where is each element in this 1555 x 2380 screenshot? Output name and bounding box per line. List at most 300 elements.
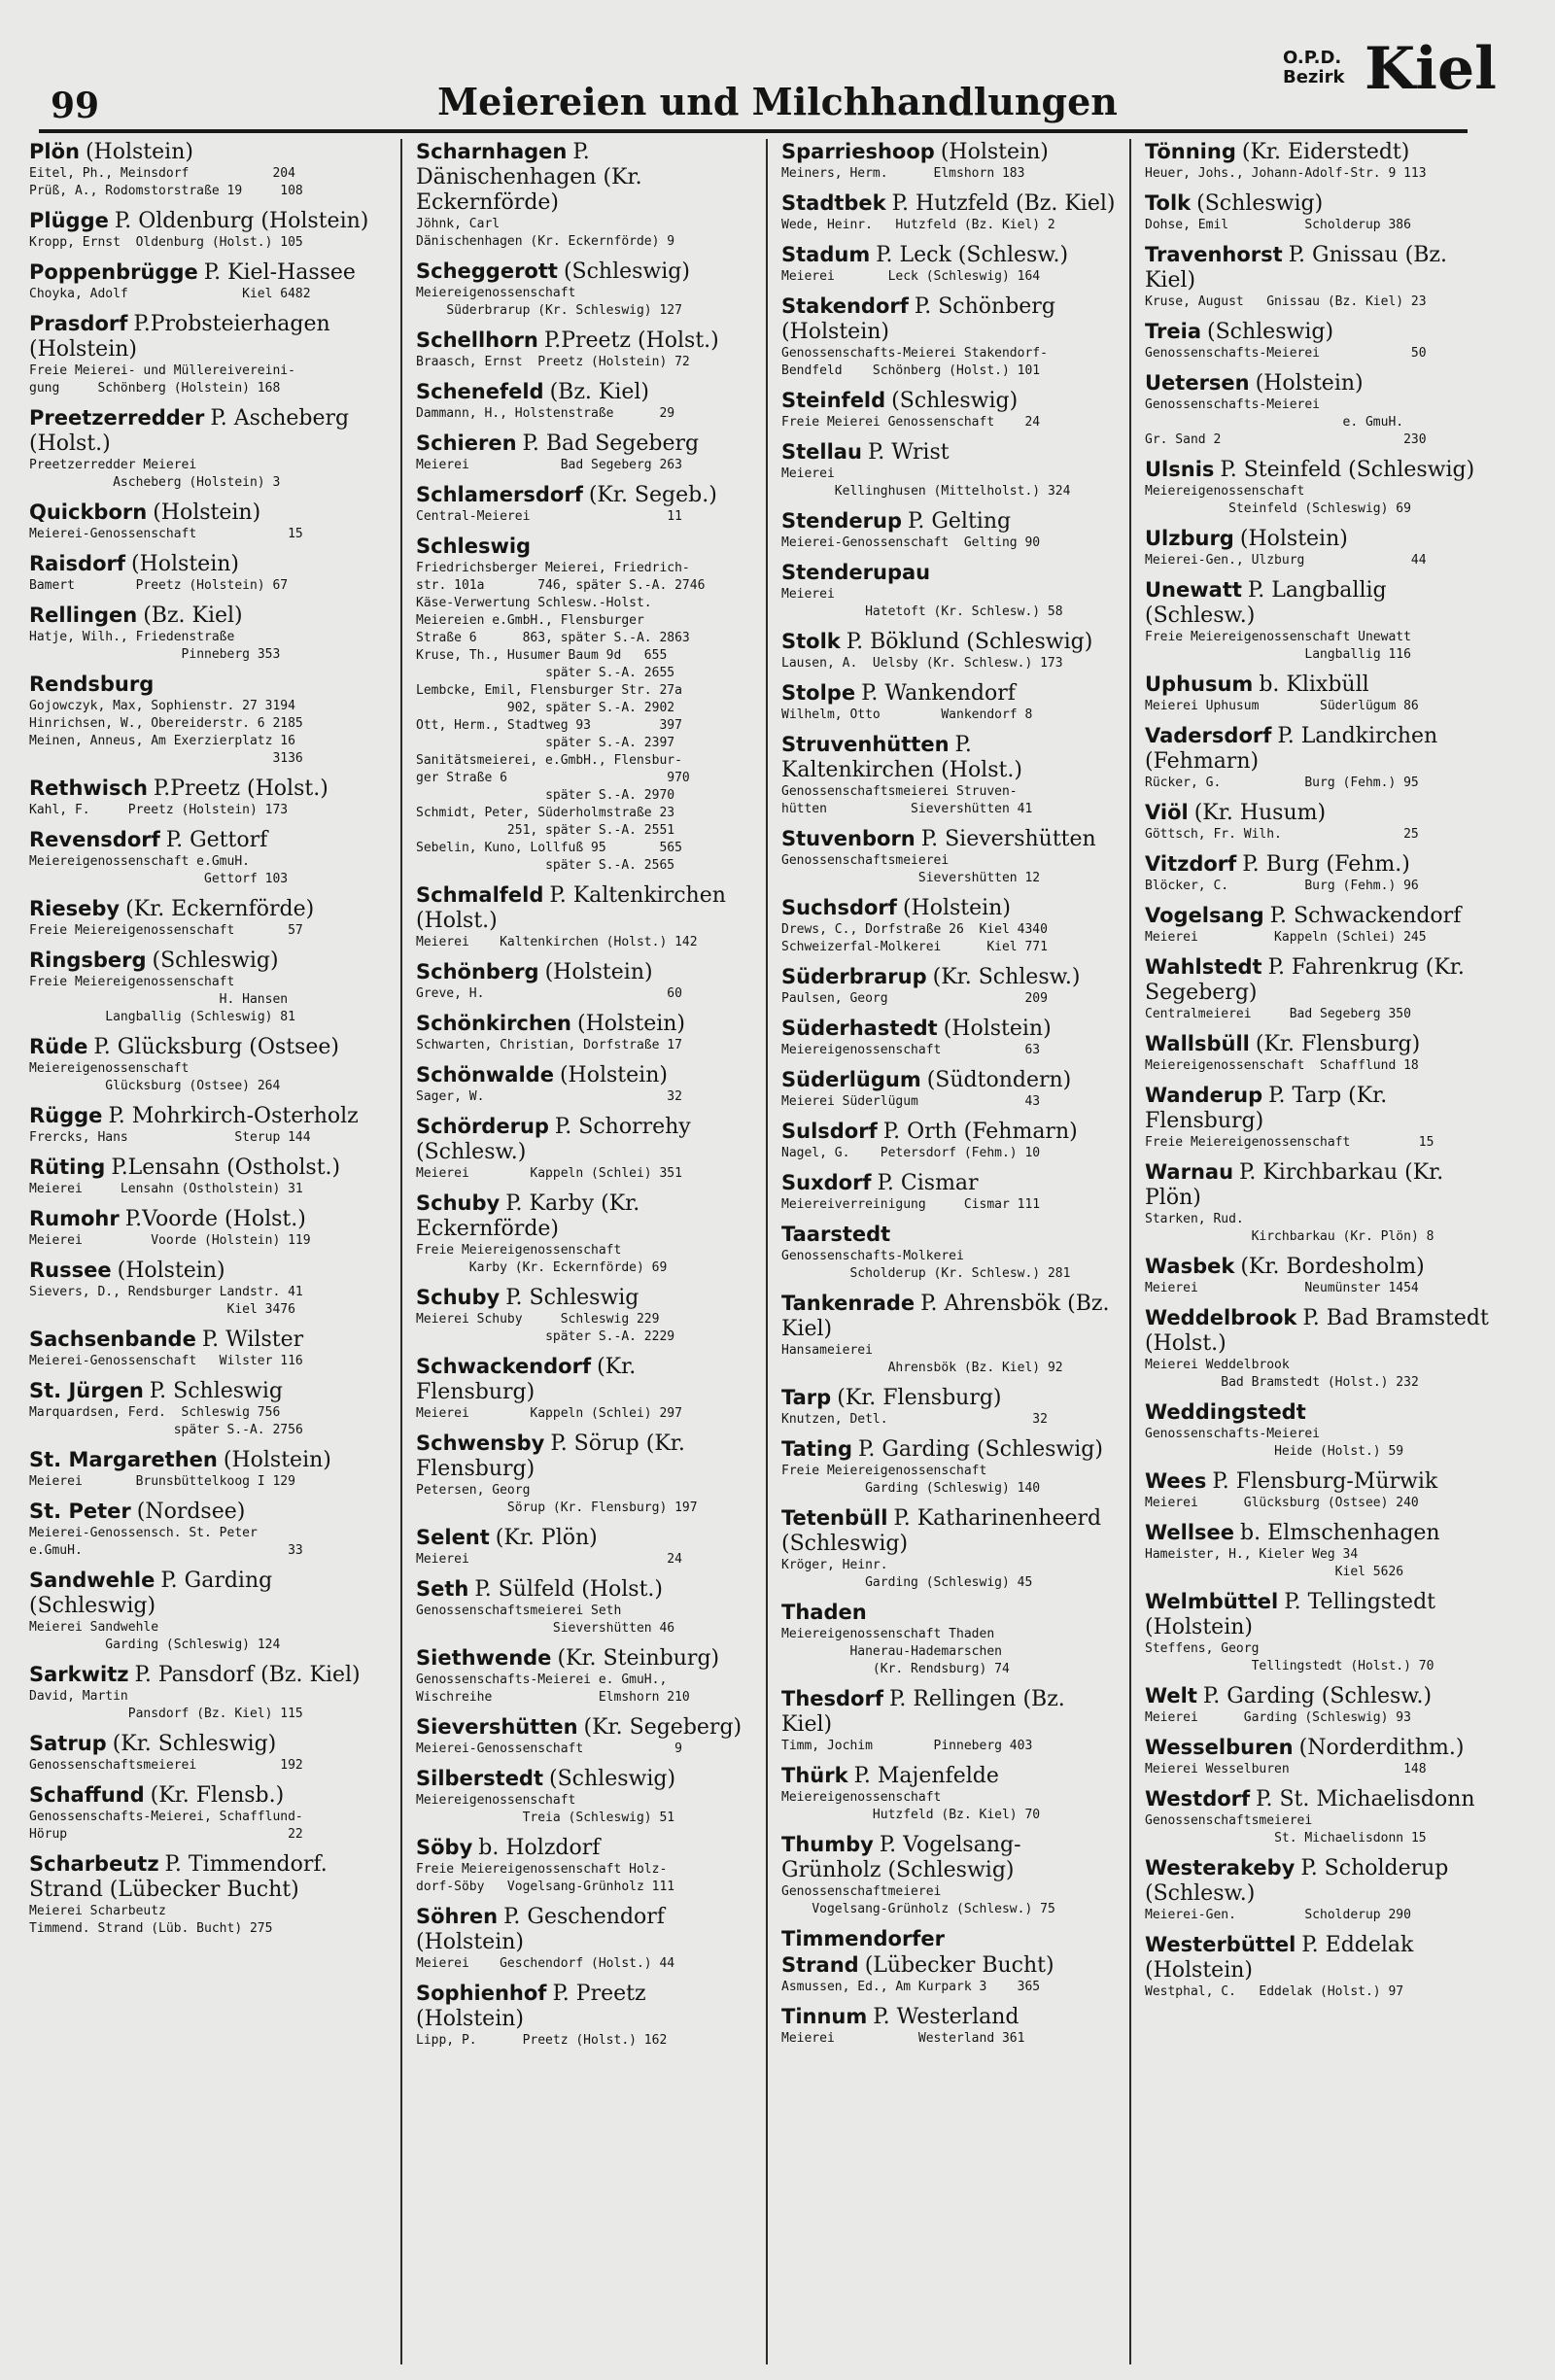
listing-line: Tellingstedt (Holst.) 70 (1145, 1659, 1434, 1673)
entry-heading (29, 1499, 377, 1525)
listing-line: Freie Meiereigenossenschaft Holz- (416, 1862, 668, 1877)
directory-entry (416, 1835, 750, 1896)
listing-line: Lausen, A. Uelsby (Kr. Schlesw.) 173 (781, 656, 1063, 671)
listing-line: Dohse, Emil Scholderup 386 (1145, 218, 1411, 232)
place-name: Quickborn (29, 500, 148, 524)
listing-line: Genossenschaftsmeierei Seth (416, 1604, 622, 1618)
listing-line: Süderbrarup (Kr. Schleswig) 127 (416, 303, 682, 318)
place-location: P. Dänischenhagen (Kr. Eckernförde) (416, 140, 642, 215)
entry-heading (781, 1016, 1116, 1042)
listing-line: Freie Meiereigenossenschaft (781, 1464, 987, 1478)
listing-line: Freie Meiereigenossenschaft 57 (29, 923, 303, 938)
entry-heading (416, 328, 750, 354)
listing-line: Meierei-Genossenschaft 15 (29, 527, 303, 541)
directory-entry (416, 1645, 750, 1707)
listing-line: Meierei-Genossenschaft Wilster 116 (29, 1354, 303, 1368)
directory-entry (416, 1714, 750, 1758)
entry-heading (781, 560, 1116, 586)
listing-line: Heuer, Johs., Johann-Adolf-Str. 9 113 (1145, 166, 1427, 181)
listing-line: Göttsch, Fr. Wilh. 25 (1145, 827, 1419, 842)
place-location: (Kr. Schlesw.) (932, 965, 1081, 989)
listing-line: Meierei Kappeln (Schlei) 245 (1145, 930, 1427, 945)
listing-line: Freie Meiereigenossenschaft 15 (1145, 1135, 1434, 1150)
directory-entry (416, 1114, 750, 1183)
directory-entry (1145, 1031, 1489, 1075)
entry-heading (29, 1731, 377, 1757)
place-location: P. Garding (Schlesw.) (1202, 1684, 1433, 1708)
place-location: (Kr. Bordesholm) (1240, 1255, 1425, 1279)
listing-line: Meierei (781, 466, 835, 481)
listing-line: Sievers, D., Rendsburger Landstr. 41 (29, 1285, 303, 1299)
listing-line: e.GmuH. 33 (29, 1543, 303, 1558)
listing-line: Westphal, C. Eddelak (Holst.) 97 (1145, 1984, 1404, 1999)
directory-entry (29, 1327, 377, 1370)
entry-heading (781, 190, 1116, 217)
page-title: Meiereien und Milchhandlungen (437, 80, 1118, 123)
place-location: P. Gelting (907, 509, 1012, 534)
directory-entry (416, 482, 750, 526)
place-location: (Kr. Flensburg) (837, 1386, 1002, 1410)
listing-line: Meierei-Gen., Ulzburg 44 (1145, 553, 1427, 568)
entry-heading (1145, 903, 1489, 929)
entry-heading (29, 551, 377, 577)
entry-heading (781, 732, 1116, 783)
directory-entry (1145, 1683, 1489, 1727)
listing-line: Meiereigenossenschaft e.GmuH. (29, 854, 250, 869)
directory-entry (416, 328, 750, 371)
place-name: Seth (416, 1577, 469, 1601)
listing-line: Kruse, Th., Husumer Baum 9d 655 (416, 648, 668, 663)
place-location: (Kr. Schleswig) (112, 1732, 277, 1756)
directory-entry (1145, 851, 1489, 895)
listing-line: Frercks, Hans Sterup 144 (29, 1130, 311, 1145)
listing-line: (Kr. Rendsburg) 74 (781, 1662, 1010, 1676)
place-location: b. Klixbüll (1259, 673, 1369, 697)
listing-line: Meiereigenossenschaft (781, 1790, 942, 1805)
listing-line: Sörup (Kr. Flensburg) 197 (416, 1500, 698, 1515)
directory-entry (1145, 457, 1489, 518)
listing-line: Bad Bramstedt (Holst.) 232 (1145, 1375, 1419, 1390)
entry-heading (1145, 1589, 1489, 1640)
listing-line: Meierei Weddelbrook (1145, 1358, 1290, 1372)
directory-entry (781, 732, 1116, 818)
directory-entry (416, 379, 750, 423)
entry-heading (416, 882, 750, 934)
place-name: Schwackendorf (416, 1355, 592, 1378)
place-name: Ulsnis (1145, 458, 1215, 481)
directory-entry (29, 208, 377, 252)
listing-line: Sievershütten 46 (416, 1621, 675, 1636)
place-name: Sulsdorf (781, 1120, 878, 1143)
place-location: (Holstein) (577, 1012, 686, 1036)
place-location: (Kr. Flensburg) (416, 1355, 637, 1404)
listing-line: Hanerau-Hademarschen (781, 1644, 1002, 1659)
place-location: P. Sülfeld (Holst.) (474, 1577, 663, 1602)
place-name: Warnau (1145, 1160, 1234, 1184)
listing-line: Rücker, G. Burg (Fehm.) 95 (1145, 776, 1419, 790)
place-location: (Kr. Segeberg) (583, 1715, 743, 1740)
directory-entry (29, 1731, 377, 1775)
directory-entry (29, 672, 377, 768)
listing-line: Hansameierei (781, 1343, 873, 1358)
place-name: Schenefeld (416, 380, 544, 403)
directory-entry (29, 827, 377, 888)
place-location: P. Gettorf (165, 828, 268, 852)
listing-line: Meierei Leck (Schleswig) 164 (781, 269, 1041, 284)
place-name: Revensdorf (29, 828, 160, 851)
directory-entry (29, 1782, 377, 1844)
listing-line: Meierei Lensahn (Ostholstein) 31 (29, 1182, 303, 1196)
entry-heading (416, 1766, 750, 1792)
entry-heading (29, 672, 377, 698)
entry-heading (781, 293, 1116, 345)
listing-line: Ott, Herm., Stadtweg 93 397 (416, 718, 682, 733)
listing-line: Genossenschaftsmeierei (781, 853, 950, 868)
directory-entry (29, 948, 377, 1026)
directory-entry (29, 1851, 377, 1938)
entry-heading (29, 1568, 377, 1619)
listing-line: Kiel 5626 (1145, 1565, 1404, 1579)
place-name: Scharnhagen (416, 140, 568, 163)
entry-heading (1145, 851, 1489, 878)
place-name: Süderhastedt (781, 1017, 938, 1040)
directory-entry (1145, 1399, 1489, 1461)
place-location: P. Sörup (Kr. Flensburg) (416, 1431, 685, 1481)
place-name: Welmbüttel (1145, 1590, 1279, 1613)
listing-line: Prüß, A., Rodomstorstraße 19 108 (29, 184, 303, 198)
entry-heading (416, 379, 750, 405)
place-name: Vogelsang (1145, 904, 1264, 927)
place-name: Stadum (781, 243, 871, 266)
entry-heading (29, 1206, 377, 1232)
listing-line: Hameister, H., Kieler Weg 34 (1145, 1547, 1359, 1562)
place-name: Thürk (781, 1764, 848, 1787)
listing-line: Garding (Schleswig) 140 (781, 1481, 1041, 1496)
entry-heading (416, 534, 750, 560)
page-header (0, 0, 1555, 136)
place-name: Schlamersdorf (416, 483, 583, 506)
directory-entry (781, 560, 1116, 621)
directory-entry (781, 439, 1116, 500)
column-3 (766, 139, 1116, 2364)
directory-entry (416, 431, 750, 474)
place-location: P. Hutzfeld (Bz. Kiel) (891, 191, 1116, 216)
directory-entry (781, 1832, 1116, 1918)
place-location: P. Garding (Schleswig) (858, 1437, 1103, 1462)
listing-line: e. GmuH. (1145, 415, 1404, 430)
directory-entry (1145, 1520, 1489, 1581)
entry-heading (1145, 526, 1489, 552)
listing-line: Genossenschafts-Molkerei (781, 1249, 964, 1263)
listing-line: Meierei Brunsbüttelkoog I 129 (29, 1474, 295, 1489)
district-city: Kiel (1365, 35, 1497, 103)
entry-heading (416, 1431, 750, 1482)
directory-entry (416, 1190, 750, 1277)
place-name: Schönwalde (416, 1063, 554, 1087)
directory-entry (781, 1436, 1116, 1498)
entry-heading (1145, 370, 1489, 397)
directory-entry (781, 293, 1116, 380)
entry-heading (416, 1011, 750, 1037)
place-location: (Kr. Eiderstedt) (1241, 140, 1410, 164)
entry-heading (781, 629, 1116, 655)
entry-heading (781, 1926, 1116, 1979)
entry-heading (1145, 139, 1489, 165)
listing-line: Pinneberg 353 (29, 647, 281, 662)
place-name: Rellingen (29, 604, 138, 627)
place-location: (Holstein) (902, 896, 1011, 920)
place-location: P. Kaltenkirchen (Holst.) (781, 733, 1022, 782)
listing-line: später S.-A. 2565 (416, 858, 675, 873)
place-name: Schieren (416, 431, 517, 455)
directory-entry (1145, 800, 1489, 844)
directory-entry (781, 964, 1116, 1008)
place-location: P. Preetz (Holstein) (416, 1982, 646, 2031)
directory-entry (416, 534, 750, 875)
listing-line: Garding (Schleswig) 124 (29, 1638, 281, 1652)
listing-line: Kruse, August Gnissau (Bz. Kiel) 23 (1145, 294, 1427, 309)
listing-line: Choyka, Adolf Kiel 6482 (29, 287, 311, 301)
place-name: Steinfeld (781, 389, 886, 412)
place-location: P. Böklund (Schleswig) (846, 630, 1093, 654)
place-location: (Kr. Plön) (495, 1526, 598, 1550)
place-location: (Holstein) (85, 140, 193, 164)
entry-heading (29, 1103, 377, 1129)
place-location: P. Flensburg-Mürwik (1212, 1469, 1438, 1494)
listing-line: Schwarten, Christian, Dorfstraße 17 (416, 1038, 682, 1052)
place-location: (Norderdithm.) (1298, 1736, 1465, 1760)
place-location: P.Preetz (Holst.) (543, 328, 719, 353)
listing-line: Bendfeld Schönberg (Holst.) 101 (781, 363, 1041, 378)
directory-entry (29, 1378, 377, 1439)
place-name: Süderlügum (781, 1068, 921, 1091)
place-name: Travenhorst (1145, 243, 1283, 266)
place-name: Wanderup (1145, 1084, 1263, 1107)
listing-line: Steinfeld (Schleswig) 69 (1145, 501, 1411, 516)
listing-line: Genossenschaftsmeierei Struven- (781, 784, 1018, 799)
place-location: P. Pansdorf (Bz. Kiel) (134, 1663, 361, 1687)
listing-line: Meiereigenossenschaft (29, 1061, 190, 1076)
directory-entry (416, 1525, 750, 1569)
directory-entry (29, 603, 377, 664)
directory-entry (781, 1763, 1116, 1824)
listing-line: Schweizerfal-Molkerei Kiel 771 (781, 940, 1048, 954)
place-location: P. Glücksburg (Ostsee) (93, 1035, 339, 1059)
listing-line: Blöcker, C. Burg (Fehm.) 96 (1145, 879, 1419, 893)
entry-heading (781, 1291, 1116, 1342)
listing-line: Meinen, Anneus, Am Exerzierplatz 16 (29, 734, 295, 748)
listing-line: Genossenschaftmeierei (781, 1884, 942, 1899)
directory-entry (29, 311, 377, 397)
place-name: Plön (29, 140, 80, 163)
directory-entry (1145, 370, 1489, 449)
place-name: Wahlstedt (1145, 955, 1262, 979)
place-name: Selent (416, 1526, 490, 1549)
directory-entry (1145, 139, 1489, 183)
listing-line: ger Straße 6 970 (416, 771, 690, 785)
directory-entry (781, 1291, 1116, 1377)
directory-entry (29, 1447, 377, 1491)
place-name: Struvenhütten (781, 733, 950, 756)
listing-line: später S.-A. 2756 (29, 1423, 303, 1437)
listing-line: Meierei-Genossenschaft Gelting 90 (781, 535, 1041, 550)
place-name: Stenderup (781, 509, 902, 533)
listing-line: str. 101a 746, später S.-A. 2746 (416, 578, 706, 593)
listing-line: Meierei Garding (Schleswig) 93 (1145, 1710, 1411, 1725)
listing-line: Wede, Heinr. Hutzfeld (Bz. Kiel) 2 (781, 218, 1055, 232)
entry-heading (29, 948, 377, 974)
place-name: Stellau (781, 440, 862, 464)
place-name: Wesselburen (1145, 1736, 1294, 1759)
directory-entry (29, 1155, 377, 1198)
listing-line: Ahrensbök (Bz. Kiel) 92 (781, 1361, 1063, 1375)
place-location: (Schleswig) (563, 259, 690, 284)
listing-line: Starken, Rud. (1145, 1212, 1244, 1226)
listing-line: später S.-A. 2229 (416, 1329, 675, 1344)
entry-heading (29, 1258, 377, 1284)
place-location: P. Schwackendorf (1269, 904, 1462, 928)
listing-line: Gr. Sand 2 230 (1145, 432, 1427, 447)
listing-line: Langballig (Schleswig) 81 (29, 1010, 295, 1024)
directory-entry (416, 1981, 750, 2050)
entry-heading (781, 2004, 1116, 2030)
directory-columns (29, 139, 1526, 2364)
directory-entry (29, 1662, 377, 1723)
place-name: Rendsburg (29, 673, 155, 696)
entry-heading (416, 482, 750, 508)
place-name: Rügge (29, 1104, 103, 1127)
place-location: P. Garding (Schleswig) (29, 1569, 273, 1618)
place-name: Timmendorfer Strand (781, 1927, 946, 1977)
place-name: Schellhorn (416, 328, 538, 352)
column-4 (1129, 139, 1489, 2364)
entry-heading (1145, 1932, 1489, 1983)
place-location: (Kr. Flensb.) (150, 1783, 285, 1808)
entry-heading (29, 405, 377, 457)
entry-heading (1145, 1305, 1489, 1357)
place-name: Söby (416, 1836, 473, 1859)
place-location: P. Oldenburg (Holstein) (114, 209, 369, 233)
place-location: (Holstein) (940, 140, 1049, 164)
directory-entry (781, 508, 1116, 552)
listing-line: Meiereigenossenschaft (1145, 484, 1305, 499)
place-name: Sparrieshoop (781, 140, 935, 163)
listing-line: Dammann, H., Holstenstraße 29 (416, 406, 675, 421)
listing-line: Hatetoft (Kr. Schlesw.) 58 (781, 604, 1063, 619)
listing-line: Hatje, Wilh., Friedenstraße (29, 630, 235, 644)
listing-line: Freie Meiereigenossenschaft Unewatt (1145, 630, 1411, 644)
place-name: Rumohr (29, 1207, 120, 1230)
directory-entry (781, 242, 1116, 286)
place-location: P. Mohrkirch-Osterholz (108, 1104, 359, 1128)
listing-line: Lembcke, Emil, Flensburger Str. 27a (416, 683, 682, 698)
listing-line: Meierei Geschendorf (Holst.) 44 (416, 1956, 675, 1971)
place-location: P.Lensahn (Ostholst.) (111, 1156, 341, 1180)
listing-line: Genossenschafts-Meierei (1145, 1427, 1321, 1441)
listing-line: Meierei Kappeln (Schlei) 351 (416, 1166, 682, 1181)
listing-line: Friedrichsberger Meierei, Friedrich- (416, 561, 690, 575)
place-name: Schörderup (416, 1115, 549, 1138)
listing-line: Kahl, F. Preetz (Holstein) 173 (29, 803, 289, 817)
entry-heading (1145, 190, 1489, 217)
place-name: Scheggerott (416, 259, 558, 283)
listing-line: Treia (Schleswig) 51 (416, 1811, 675, 1825)
place-name: Tating (781, 1437, 853, 1461)
entry-heading (1145, 1468, 1489, 1495)
listing-line: Meierei Neumünster 1454 (1145, 1281, 1419, 1295)
place-name: Rieseby (29, 897, 121, 920)
listing-line: Braasch, Ernst Preetz (Holstein) 72 (416, 355, 690, 369)
place-location: P. Ahrensbök (Bz. Kiel) (781, 1292, 1110, 1341)
listing-line: St. Michaelisdonn 15 (1145, 1831, 1427, 1845)
listing-line: Genossenschaftsmeierei (1145, 1813, 1313, 1828)
place-name: Schönkirchen (416, 1012, 572, 1035)
place-location: P. Kaltenkirchen (Holst.) (416, 883, 726, 933)
place-location: P. Karby (Kr. Eckernförde) (416, 1191, 640, 1241)
entry-heading (416, 1285, 750, 1311)
listing-line: Schmidt, Peter, Süderholmstraße 23 (416, 806, 675, 820)
directory-entry (1145, 526, 1489, 569)
place-location: P. Schleswig (505, 1286, 639, 1310)
place-location: P. Scholderup (Schlesw.) (1145, 1856, 1449, 1906)
entry-heading (1145, 577, 1489, 629)
listing-line: Käse-Verwertung Schlesw.-Holst. (416, 596, 652, 610)
entry-heading (781, 139, 1116, 165)
listing-line: Meiereien e.GmbH., Flensburger (416, 613, 644, 628)
place-name: Stenderupau (781, 561, 931, 584)
entry-heading (416, 1354, 750, 1405)
entry-heading (416, 1576, 750, 1603)
listing-line: Sebelin, Kuno, Lollfuß 95 565 (416, 841, 682, 855)
place-name: Rüting (29, 1156, 106, 1179)
listing-line: Genossenschafts-Meierei 50 (1145, 346, 1427, 361)
directory-entry (1145, 1305, 1489, 1392)
place-name: Treia (1145, 320, 1201, 343)
place-name: Prasdorf (29, 312, 128, 335)
listing-line: Kirchbarkau (Kr. Plön) 8 (1145, 1229, 1434, 1244)
directory-entry (1145, 1932, 1489, 2001)
entry-heading (416, 1525, 750, 1551)
place-location: (Holstein) (559, 1063, 668, 1087)
listing-line: Dänischenhagen (Kr. Eckernförde) 9 (416, 234, 675, 249)
district-label-line2: Bezirk (1283, 67, 1345, 87)
place-name: Satrup (29, 1732, 107, 1755)
header-rule (39, 129, 1468, 133)
place-location: P. Sievershütten (920, 827, 1096, 851)
place-location: (Schleswig) (1196, 191, 1324, 216)
listing-line: Sanitätsmeierei, e.GmbH., Flensbur- (416, 753, 682, 768)
listing-line: Meiereigenossenschaft (416, 1793, 576, 1808)
listing-line: Preetzerredder Meierei (29, 458, 197, 472)
listing-line: Kiel 3476 (29, 1302, 295, 1317)
listing-line: Meierei Wesselburen 148 (1145, 1762, 1427, 1776)
place-location: P.Preetz (Holst.) (153, 776, 328, 801)
column-2 (400, 139, 750, 2364)
entry-heading (1145, 319, 1489, 345)
entry-heading (781, 439, 1116, 466)
entry-heading (29, 776, 377, 802)
place-name: Ulzburg (1145, 527, 1234, 550)
place-name: Suchsdorf (781, 896, 897, 919)
listing-line: Meiereigenossenschaft Schafflund 18 (1145, 1058, 1419, 1073)
place-name: Taarstedt (781, 1223, 891, 1246)
place-name: Suxdorf (781, 1171, 872, 1194)
directory-entry (29, 1258, 377, 1319)
listing-line: Meierei Kaltenkirchen (Holst.) 142 (416, 935, 698, 949)
directory-entry (416, 1904, 750, 1973)
place-location: P. Geschendorf (Holstein) (416, 1905, 665, 1954)
entry-heading (1145, 800, 1489, 826)
